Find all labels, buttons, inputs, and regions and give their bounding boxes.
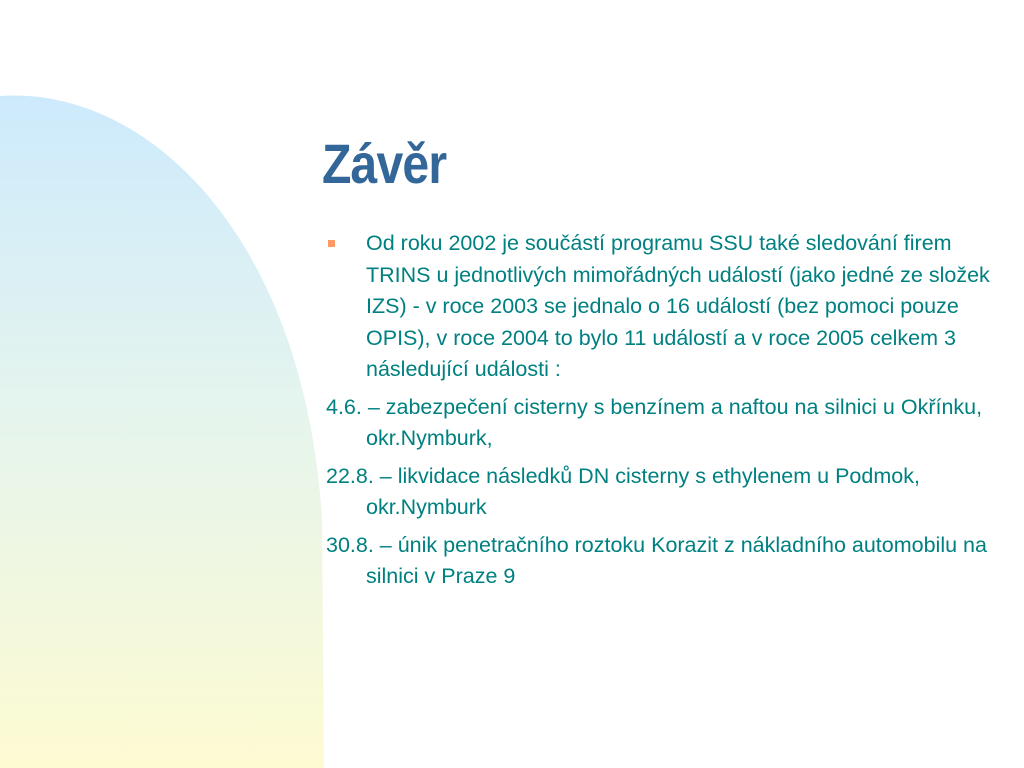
bullet-paragraph	[326, 228, 994, 386]
slide-body	[326, 228, 994, 599]
page-title: Závěr	[322, 132, 447, 195]
event-item-1: 4.6. – zabezpečení cisterny s benzínem a naftou na silnici u Okřínku, okr.Nymburk,	[326, 394, 983, 450]
square-bullet-icon	[328, 240, 335, 247]
event-item-3: 30.8. – únik penetračního roztoku Korazit z nákladního automobilu na silnici v Praze 9	[326, 532, 987, 588]
event-item-2: 22.8. – likvidace následků DN cisterny s ethylenem u Podmok, okr.Nymburk	[326, 463, 920, 519]
paragraph-text: Od roku 2002 je součástí programu SSU také sledování firem TRINS u jednotlivých mimořádných událostí (jako jedné ze složek IZS) - v roce 2003 se jednalo o 16 událostí (bez pomoci pouze OPIS), v roce 2004 to bylo 11 událostí a v roce 2005 celkem 3 následující události :	[366, 231, 990, 381]
